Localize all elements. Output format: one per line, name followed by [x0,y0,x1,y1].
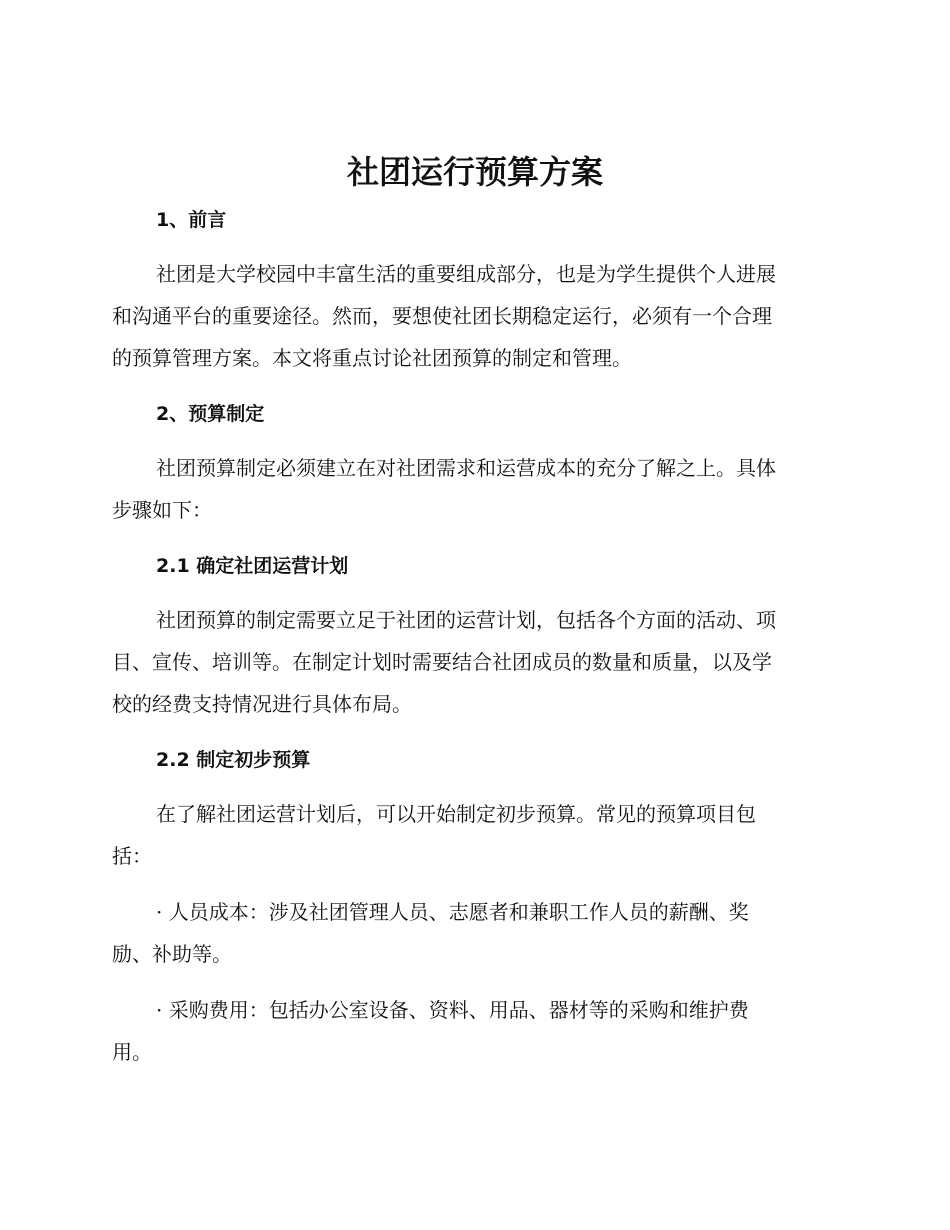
paragraph-line: 社团是大学校园中丰富生活的重要组成部分，也是为学生提供个人进展 [156,262,776,286]
paragraph-line: 社团预算制定必须建立在对社团需求和运营成本的充分了解之上。具体 [156,456,776,480]
bullet-line: 励、补助等。 [112,942,232,966]
paragraph-line: 的预算管理方案。本文将重点讨论社团预算的制定和管理。 [112,346,632,370]
document-title: 社团运行预算方案 [346,153,603,191]
bullet-line: · 采购费用：包括办公室设备、资料、用品、器材等的采购和维护费 [156,998,749,1022]
bullet-personnel-cost [112,891,842,975]
paragraph-line: 和沟通平台的重要途径。然而，要想使社团长期稳定运行，必须有一个合理 [112,304,772,328]
paragraph-line: 目、宣传、培训等。在制定计划时需要结合社团成员的数量和质量，以及学 [112,650,772,674]
bullet-line: 用。 [112,1040,152,1064]
paragraph-intro [112,253,842,379]
section-heading-intro: 1、前言 [156,209,227,231]
paragraph-operation-plan [112,599,842,725]
paragraph-line: 在了解社团运营计划后，可以开始制定初步预算。常见的预算项目包 [156,802,756,826]
bullet-procurement-cost [112,989,842,1073]
paragraph-initial-budget [112,793,842,877]
section-heading-budget-formulation: 2、预算制定 [156,403,265,425]
section-heading-initial-budget: 2.2 制定初步预算 [156,749,311,771]
bullet-line: · 人员成本：涉及社团管理人员、志愿者和兼职工作人员的薪酬、奖 [156,900,749,924]
paragraph-line: 社团预算的制定需要立足于社团的运营计划，包括各个方面的活动、项 [156,608,776,632]
section-heading-operation-plan: 2.1 确定社团运营计划 [156,555,349,577]
paragraph-line: 校的经费支持情况进行具体布局。 [112,692,412,716]
paragraph-line: 步骤如下： [112,498,212,522]
paragraph-line: 括： [112,844,152,868]
paragraph-budget-formulation [112,447,842,531]
